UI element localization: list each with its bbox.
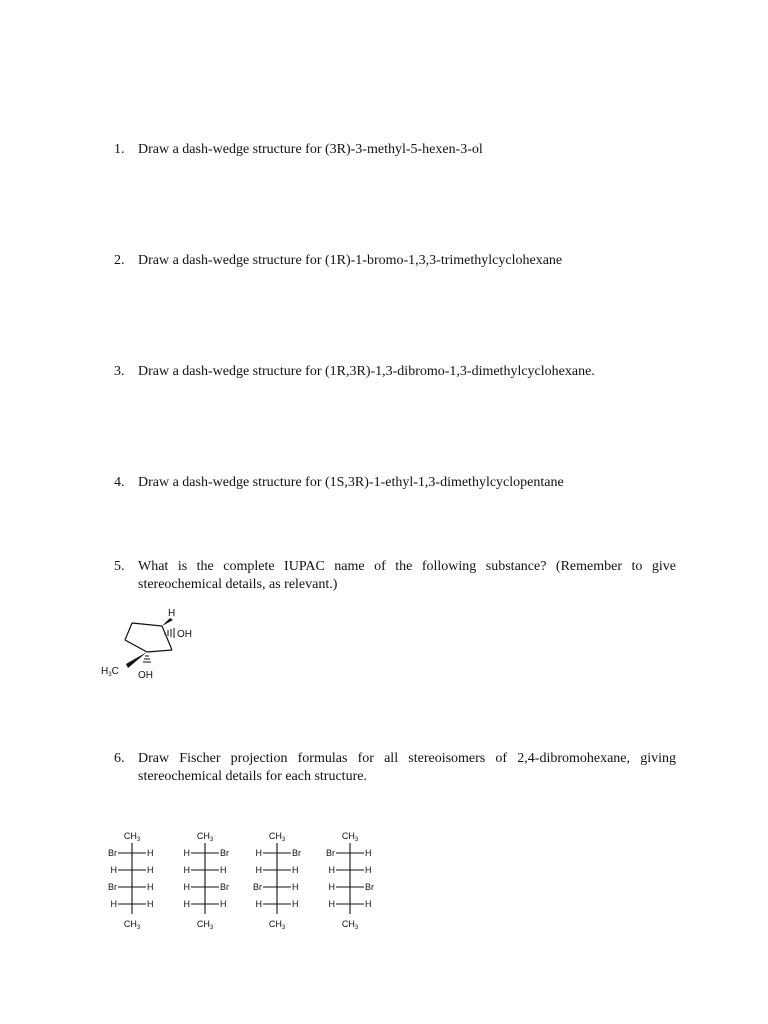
question-text: Draw a dash-wedge structure for (1R)-1-bromo-1,3,3-trimethylcyclohexane xyxy=(138,253,563,268)
left-substituent: Br xyxy=(326,848,335,858)
right-substituent: H xyxy=(292,882,299,892)
cyclopentane-diol-structure xyxy=(98,606,208,686)
ring-bond xyxy=(125,640,147,652)
bottom-methyl-label: $CH_3$ xyxy=(196,919,214,931)
right-substituent: H xyxy=(292,899,299,909)
left-substituent: H xyxy=(328,899,335,909)
methyl-label: $H_3C$ xyxy=(101,666,119,678)
question-number: 2. xyxy=(114,253,125,268)
ring-bond xyxy=(147,650,172,652)
right-substituent: H xyxy=(147,899,154,909)
right-substituent: H xyxy=(220,865,227,875)
left-substituent: Br xyxy=(108,848,117,858)
question-text: Draw a dash-wedge structure for (1R,3R)-1,3-dibromo-1,3-dimethylcyclohexane. xyxy=(138,364,595,379)
bottom-methyl-label: $CH_3$ xyxy=(341,919,359,931)
bottom-methyl-label: $CH_3$ xyxy=(268,919,286,931)
right-substituent: H xyxy=(147,882,154,892)
right-substituent: Br xyxy=(220,848,229,858)
h-atom-label: H xyxy=(168,608,176,619)
question-number: 1. xyxy=(114,142,125,157)
left-substituent: H xyxy=(183,848,190,858)
oh-label-bottom: OH xyxy=(138,670,153,681)
right-substituent: H xyxy=(147,865,154,875)
ring-bond xyxy=(125,623,132,640)
wedge-bond xyxy=(162,618,173,626)
left-substituent: H xyxy=(183,882,190,892)
right-substituent: H xyxy=(292,865,299,875)
ring-bond xyxy=(132,623,162,626)
left-substituent: H xyxy=(328,865,335,875)
question-text: Draw Fischer projection formulas for all stereoisomers of 2,4-dibromohexane, giving stereochemical details for each structure. xyxy=(138,751,676,784)
right-substituent: Br xyxy=(292,848,301,858)
bottom-methyl-label: $CH_3$ xyxy=(123,919,141,931)
right-substituent: H xyxy=(220,899,227,909)
oh-label-top: OH xyxy=(177,629,192,640)
right-substituent: H xyxy=(147,848,154,858)
question-number: 5. xyxy=(114,559,125,574)
fischer-projections xyxy=(96,826,386,936)
left-substituent: H xyxy=(110,899,117,909)
left-substituent: Br xyxy=(108,882,117,892)
top-methyl-label: $CH_3$ xyxy=(268,831,286,843)
wedge-bond xyxy=(126,652,147,668)
top-methyl-label: $CH_3$ xyxy=(196,831,214,843)
question-text: What is the complete IUPAC name of the following substance? (Remember to give stereochemical details, as relevant.) xyxy=(138,559,676,592)
question-number: 6. xyxy=(114,751,125,766)
left-substituent: H xyxy=(110,865,117,875)
left-substituent: H xyxy=(183,865,190,875)
right-substituent: Br xyxy=(365,882,374,892)
left-substituent: Br xyxy=(253,882,262,892)
hash-bond xyxy=(143,656,151,662)
right-substituent: H xyxy=(365,848,372,858)
left-substituent: H xyxy=(183,899,190,909)
question-text: Draw a dash-wedge structure for (3R)-3-methyl-5-hexen-3-ol xyxy=(138,142,483,157)
right-substituent: H xyxy=(365,899,372,909)
right-substituent: Br xyxy=(220,882,229,892)
question-number: 4. xyxy=(114,475,125,490)
top-methyl-label: $CH_3$ xyxy=(123,831,141,843)
left-substituent: H xyxy=(255,899,262,909)
left-substituent: H xyxy=(328,882,335,892)
left-substituent: H xyxy=(255,848,262,858)
right-substituent: H xyxy=(365,865,372,875)
question-text: Draw a dash-wedge structure for (1S,3R)-1-ethyl-1,3-dimethylcyclopentane xyxy=(138,475,564,490)
top-methyl-label: $CH_3$ xyxy=(341,831,359,843)
question-number: 3. xyxy=(114,364,125,379)
left-substituent: H xyxy=(255,865,262,875)
